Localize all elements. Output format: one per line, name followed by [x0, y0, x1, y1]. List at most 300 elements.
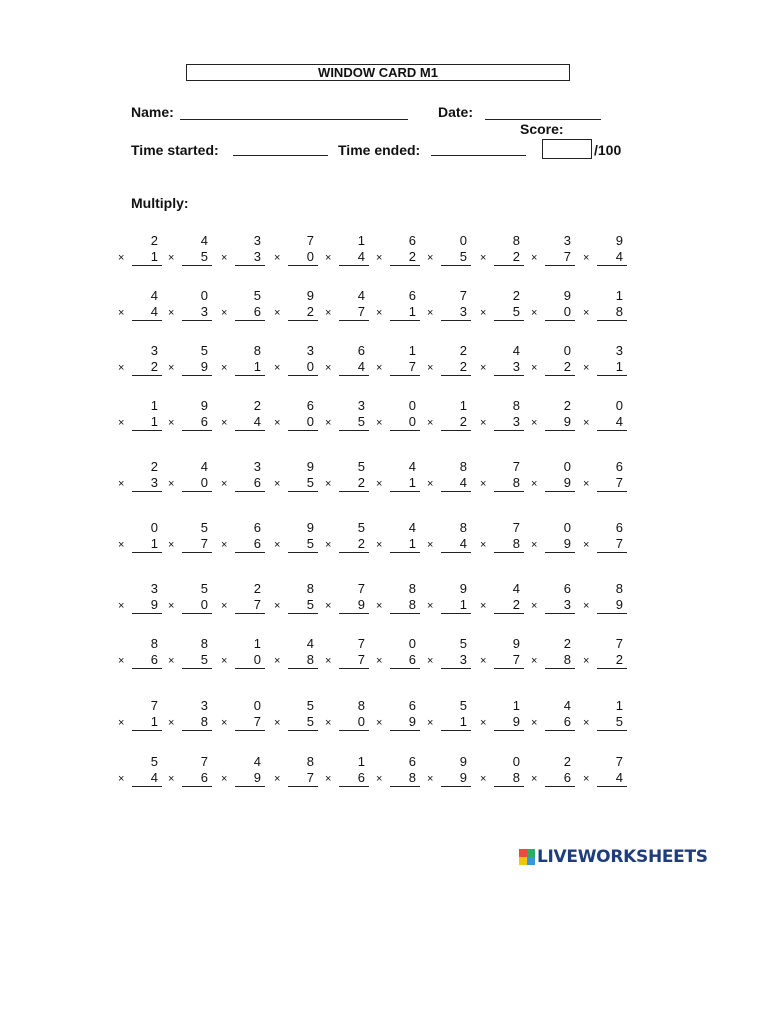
- problem: [583, 637, 627, 677]
- problem: [168, 344, 212, 384]
- multiplier: 6: [235, 537, 265, 553]
- multiplier: 3: [441, 305, 471, 321]
- multiplier: 5: [441, 250, 471, 266]
- times-sign: ×: [221, 717, 228, 729]
- problem: [221, 399, 265, 439]
- times-sign: ×: [531, 252, 538, 264]
- multiplicand: 7: [615, 636, 623, 651]
- problem: [583, 460, 627, 500]
- problem: [221, 289, 265, 329]
- date-label: Date:: [438, 104, 474, 120]
- problem: [583, 699, 627, 739]
- problem: [118, 399, 162, 439]
- multiplier: 0: [288, 415, 318, 431]
- multiplicand: 4: [512, 581, 520, 596]
- times-sign: ×: [480, 539, 487, 551]
- problem: [168, 699, 212, 739]
- multiplicand: 2: [253, 581, 261, 596]
- problem: [221, 344, 265, 384]
- multiplicand: 0: [408, 636, 416, 651]
- multiplier: 1: [132, 537, 162, 553]
- score-label: Score:: [520, 121, 564, 137]
- multiplier: 1: [132, 415, 162, 431]
- multiplier: 6: [235, 305, 265, 321]
- times-sign: ×: [221, 773, 228, 785]
- multiplier: 9: [545, 476, 575, 492]
- multiplier: 6: [390, 653, 420, 669]
- multiplicand: 8: [459, 520, 467, 535]
- times-sign: ×: [531, 655, 538, 667]
- multiplier: 6: [339, 771, 369, 787]
- problem: [427, 344, 471, 384]
- multiplier: 9: [545, 415, 575, 431]
- times-sign: ×: [274, 362, 281, 374]
- multiplicand: 6: [253, 520, 261, 535]
- problem: [118, 582, 162, 622]
- times-sign: ×: [118, 773, 125, 785]
- times-sign: ×: [168, 417, 175, 429]
- times-sign: ×: [583, 655, 590, 667]
- problem: [274, 582, 318, 622]
- multiplier: 1: [132, 715, 162, 731]
- times-sign: ×: [221, 417, 228, 429]
- multiplicand: 1: [357, 233, 365, 248]
- problem: [274, 289, 318, 329]
- multiplicand: 9: [615, 233, 623, 248]
- multiplier: 4: [339, 360, 369, 376]
- problem: [274, 521, 318, 561]
- multiplicand: 3: [563, 233, 571, 248]
- multiplicand: 7: [200, 754, 208, 769]
- multiplier: 5: [288, 598, 318, 614]
- problem: [376, 755, 420, 795]
- multiplicand: 2: [459, 343, 467, 358]
- times-sign: ×: [480, 773, 487, 785]
- problem: [531, 755, 575, 795]
- problem: [480, 521, 524, 561]
- multiplier: 6: [545, 771, 575, 787]
- times-sign: ×: [274, 417, 281, 429]
- multiplicand: 8: [253, 343, 261, 358]
- multiplier: 7: [182, 537, 212, 553]
- times-sign: ×: [480, 362, 487, 374]
- multiplicand: 7: [615, 754, 623, 769]
- times-sign: ×: [376, 773, 383, 785]
- multiplicand: 4: [408, 459, 416, 474]
- times-sign: ×: [168, 252, 175, 264]
- multiplicand: 4: [357, 288, 365, 303]
- multiplier: 2: [494, 598, 524, 614]
- times-sign: ×: [583, 417, 590, 429]
- problem: [531, 460, 575, 500]
- problem: [118, 699, 162, 739]
- multiplier: 4: [441, 476, 471, 492]
- times-sign: ×: [376, 307, 383, 319]
- multiplicand: 0: [563, 520, 571, 535]
- multiplicand: 2: [563, 398, 571, 413]
- problem: [168, 399, 212, 439]
- times-sign: ×: [531, 362, 538, 374]
- problem: [427, 755, 471, 795]
- times-sign: ×: [427, 307, 434, 319]
- times-sign: ×: [480, 307, 487, 319]
- multiplicand: 6: [408, 288, 416, 303]
- problem: [168, 582, 212, 622]
- problem: [168, 234, 212, 274]
- times-sign: ×: [168, 307, 175, 319]
- multiplicand: 1: [357, 754, 365, 769]
- times-sign: ×: [118, 655, 125, 667]
- multiplicand: 3: [357, 398, 365, 413]
- multiplicand: 4: [408, 520, 416, 535]
- multiplicand: 0: [253, 698, 261, 713]
- multiplicand: 9: [306, 459, 314, 474]
- score-field[interactable]: [542, 139, 592, 159]
- multiplier: 5: [182, 653, 212, 669]
- multiplier: 5: [288, 715, 318, 731]
- multiplier: 6: [182, 415, 212, 431]
- times-sign: ×: [376, 655, 383, 667]
- multiplicand: 3: [615, 343, 623, 358]
- problem: [325, 234, 369, 274]
- times-sign: ×: [427, 478, 434, 490]
- multiplicand: 7: [357, 581, 365, 596]
- multiplicand: 4: [150, 288, 158, 303]
- multiplicand: 9: [512, 636, 520, 651]
- times-sign: ×: [427, 717, 434, 729]
- multiplier: 5: [182, 250, 212, 266]
- problem: [274, 637, 318, 677]
- multiplicand: 1: [150, 398, 158, 413]
- problem: [118, 289, 162, 329]
- times-sign: ×: [221, 252, 228, 264]
- times-sign: ×: [118, 600, 125, 612]
- problem: [221, 521, 265, 561]
- multiplier: 8: [390, 771, 420, 787]
- multiplicand: 3: [253, 233, 261, 248]
- times-sign: ×: [274, 252, 281, 264]
- times-sign: ×: [168, 717, 175, 729]
- problem: [376, 699, 420, 739]
- multiplicand: 1: [615, 698, 623, 713]
- problem: [427, 460, 471, 500]
- name-field[interactable]: [180, 119, 408, 120]
- multiplicand: 5: [150, 754, 158, 769]
- problem: [427, 399, 471, 439]
- multiplicand: 8: [200, 636, 208, 651]
- times-sign: ×: [274, 307, 281, 319]
- multiplier: 1: [441, 715, 471, 731]
- multiplier: 0: [235, 653, 265, 669]
- multiplier: 1: [132, 250, 162, 266]
- multiplicand: 5: [459, 636, 467, 651]
- problem: [480, 399, 524, 439]
- time-ended-label: Time ended:: [338, 142, 421, 158]
- multiplicand: 7: [512, 459, 520, 474]
- times-sign: ×: [583, 717, 590, 729]
- problem: [480, 234, 524, 274]
- multiplicand: 9: [200, 398, 208, 413]
- times-sign: ×: [274, 773, 281, 785]
- problem: [427, 582, 471, 622]
- times-sign: ×: [376, 717, 383, 729]
- multiplicand: 5: [253, 288, 261, 303]
- times-sign: ×: [376, 478, 383, 490]
- times-sign: ×: [168, 478, 175, 490]
- times-sign: ×: [118, 252, 125, 264]
- multiplier: 3: [494, 360, 524, 376]
- multiplier: 7: [288, 771, 318, 787]
- times-sign: ×: [427, 655, 434, 667]
- times-sign: ×: [325, 307, 332, 319]
- multiplier: 2: [441, 415, 471, 431]
- multiplier: 9: [235, 771, 265, 787]
- times-sign: ×: [168, 600, 175, 612]
- times-sign: ×: [325, 773, 332, 785]
- multiplicand: 6: [357, 343, 365, 358]
- times-sign: ×: [427, 417, 434, 429]
- multiplier: 5: [494, 305, 524, 321]
- problem: [274, 699, 318, 739]
- multiplier: 0: [339, 715, 369, 731]
- multiplicand: 9: [459, 754, 467, 769]
- times-sign: ×: [376, 252, 383, 264]
- multiplicand: 1: [615, 288, 623, 303]
- multiplicand: 2: [563, 636, 571, 651]
- multiplicand: 9: [306, 288, 314, 303]
- multiplicand: 6: [306, 398, 314, 413]
- problem: [480, 699, 524, 739]
- multiplier: 7: [597, 537, 627, 553]
- multiplicand: 0: [512, 754, 520, 769]
- problem: [583, 582, 627, 622]
- multiplicand: 2: [253, 398, 261, 413]
- multiplier: 2: [390, 250, 420, 266]
- problem: [583, 399, 627, 439]
- multiplier: 4: [597, 771, 627, 787]
- times-sign: ×: [274, 600, 281, 612]
- times-sign: ×: [168, 773, 175, 785]
- multiplier: 1: [390, 537, 420, 553]
- times-sign: ×: [376, 539, 383, 551]
- problem: [531, 289, 575, 329]
- times-sign: ×: [376, 600, 383, 612]
- times-sign: ×: [427, 600, 434, 612]
- problem: [583, 344, 627, 384]
- multiplier: 7: [339, 653, 369, 669]
- liveworksheets-logo: [519, 846, 708, 868]
- instruction-label: Multiply:: [131, 195, 189, 211]
- problem: [325, 344, 369, 384]
- multiplier: 5: [597, 715, 627, 731]
- multiplier: 5: [288, 537, 318, 553]
- multiplier: 4: [441, 537, 471, 553]
- multiplier: 0: [182, 476, 212, 492]
- multiplicand: 1: [512, 698, 520, 713]
- problem: [531, 582, 575, 622]
- multiplier: 0: [390, 415, 420, 431]
- multiplicand: 2: [150, 459, 158, 474]
- multiplier: 9: [441, 771, 471, 787]
- times-sign: ×: [325, 478, 332, 490]
- multiplicand: 8: [615, 581, 623, 596]
- multiplier: 7: [597, 476, 627, 492]
- problem: [583, 521, 627, 561]
- multiplicand: 6: [408, 233, 416, 248]
- times-sign: ×: [325, 417, 332, 429]
- times-sign: ×: [480, 600, 487, 612]
- problem: [376, 460, 420, 500]
- multiplier: 6: [182, 771, 212, 787]
- times-sign: ×: [376, 362, 383, 374]
- multiplier: 9: [597, 598, 627, 614]
- times-sign: ×: [531, 773, 538, 785]
- multiplier: 3: [235, 250, 265, 266]
- multiplicand: 0: [615, 398, 623, 413]
- problem: [168, 755, 212, 795]
- multiplier: 2: [597, 653, 627, 669]
- multiplicand: 8: [459, 459, 467, 474]
- problem: [274, 234, 318, 274]
- problem: [221, 699, 265, 739]
- problem: [376, 234, 420, 274]
- problem: [325, 521, 369, 561]
- logo-icon: [519, 849, 535, 865]
- times-sign: ×: [221, 600, 228, 612]
- problem: [531, 637, 575, 677]
- times-sign: ×: [531, 600, 538, 612]
- multiplicand: 4: [200, 459, 208, 474]
- times-sign: ×: [118, 362, 125, 374]
- date-field[interactable]: [485, 119, 601, 120]
- multiplier: 2: [339, 537, 369, 553]
- multiplier: 8: [390, 598, 420, 614]
- multiplicand: 9: [459, 581, 467, 596]
- multiplier: 9: [390, 715, 420, 731]
- multiplicand: 7: [512, 520, 520, 535]
- times-sign: ×: [274, 478, 281, 490]
- name-label: Name:: [131, 104, 174, 120]
- time-started-field[interactable]: [233, 155, 328, 156]
- times-sign: ×: [168, 539, 175, 551]
- problem: [221, 460, 265, 500]
- multiplier: 8: [597, 305, 627, 321]
- problem: [427, 234, 471, 274]
- multiplicand: 5: [306, 698, 314, 713]
- multiplier: 4: [235, 415, 265, 431]
- multiplicand: 8: [150, 636, 158, 651]
- problem: [531, 699, 575, 739]
- multiplicand: 2: [512, 288, 520, 303]
- multiplicand: 3: [150, 581, 158, 596]
- problem: [427, 289, 471, 329]
- multiplicand: 3: [150, 343, 158, 358]
- times-sign: ×: [427, 252, 434, 264]
- problem: [531, 399, 575, 439]
- multiplier: 1: [390, 476, 420, 492]
- multiplier: 3: [441, 653, 471, 669]
- worksheet-title: WINDOW CARD M1: [186, 64, 570, 81]
- multiplicand: 9: [563, 288, 571, 303]
- times-sign: ×: [221, 362, 228, 374]
- multiplier: 9: [132, 598, 162, 614]
- time-ended-field[interactable]: [431, 155, 526, 156]
- problem: [274, 460, 318, 500]
- multiplicand: 4: [200, 233, 208, 248]
- multiplier: 9: [494, 715, 524, 731]
- problem: [480, 344, 524, 384]
- multiplicand: 6: [563, 581, 571, 596]
- times-sign: ×: [583, 307, 590, 319]
- multiplier: 7: [545, 250, 575, 266]
- times-sign: ×: [118, 478, 125, 490]
- multiplicand: 8: [357, 698, 365, 713]
- problem: [221, 234, 265, 274]
- problem: [427, 521, 471, 561]
- times-sign: ×: [427, 773, 434, 785]
- multiplier: 2: [288, 305, 318, 321]
- multiplier: 3: [132, 476, 162, 492]
- multiplicand: 3: [200, 698, 208, 713]
- problem: [480, 460, 524, 500]
- multiplicand: 4: [306, 636, 314, 651]
- problem: [480, 289, 524, 329]
- times-sign: ×: [583, 539, 590, 551]
- multiplicand: 5: [459, 698, 467, 713]
- problem: [118, 637, 162, 677]
- multiplier: 8: [494, 771, 524, 787]
- multiplier: 0: [288, 360, 318, 376]
- multiplicand: 5: [200, 343, 208, 358]
- problem: [168, 460, 212, 500]
- times-sign: ×: [221, 539, 228, 551]
- logo-text: LIVEWORKSHEETS: [537, 847, 708, 867]
- multiplier: 0: [182, 598, 212, 614]
- problem: [325, 755, 369, 795]
- multiplicand: 7: [150, 698, 158, 713]
- multiplicand: 6: [408, 698, 416, 713]
- problem: [376, 637, 420, 677]
- times-sign: ×: [480, 717, 487, 729]
- multiplier: 7: [390, 360, 420, 376]
- times-sign: ×: [531, 539, 538, 551]
- multiplicand: 8: [512, 398, 520, 413]
- problem: [376, 582, 420, 622]
- times-sign: ×: [531, 307, 538, 319]
- problem: [480, 755, 524, 795]
- multiplicand: 0: [563, 459, 571, 474]
- times-sign: ×: [325, 717, 332, 729]
- multiplicand: 8: [512, 233, 520, 248]
- multiplicand: 8: [408, 581, 416, 596]
- times-sign: ×: [118, 539, 125, 551]
- multiplier: 8: [494, 537, 524, 553]
- problem: [325, 637, 369, 677]
- times-sign: ×: [427, 362, 434, 374]
- multiplier: 2: [441, 360, 471, 376]
- problem: [221, 637, 265, 677]
- multiplier: 6: [132, 653, 162, 669]
- multiplicand: 3: [253, 459, 261, 474]
- times-sign: ×: [118, 717, 125, 729]
- problem: [168, 289, 212, 329]
- problem: [221, 582, 265, 622]
- problem: [325, 289, 369, 329]
- times-sign: ×: [480, 252, 487, 264]
- problem: [274, 399, 318, 439]
- multiplicand: 4: [512, 343, 520, 358]
- problem: [325, 699, 369, 739]
